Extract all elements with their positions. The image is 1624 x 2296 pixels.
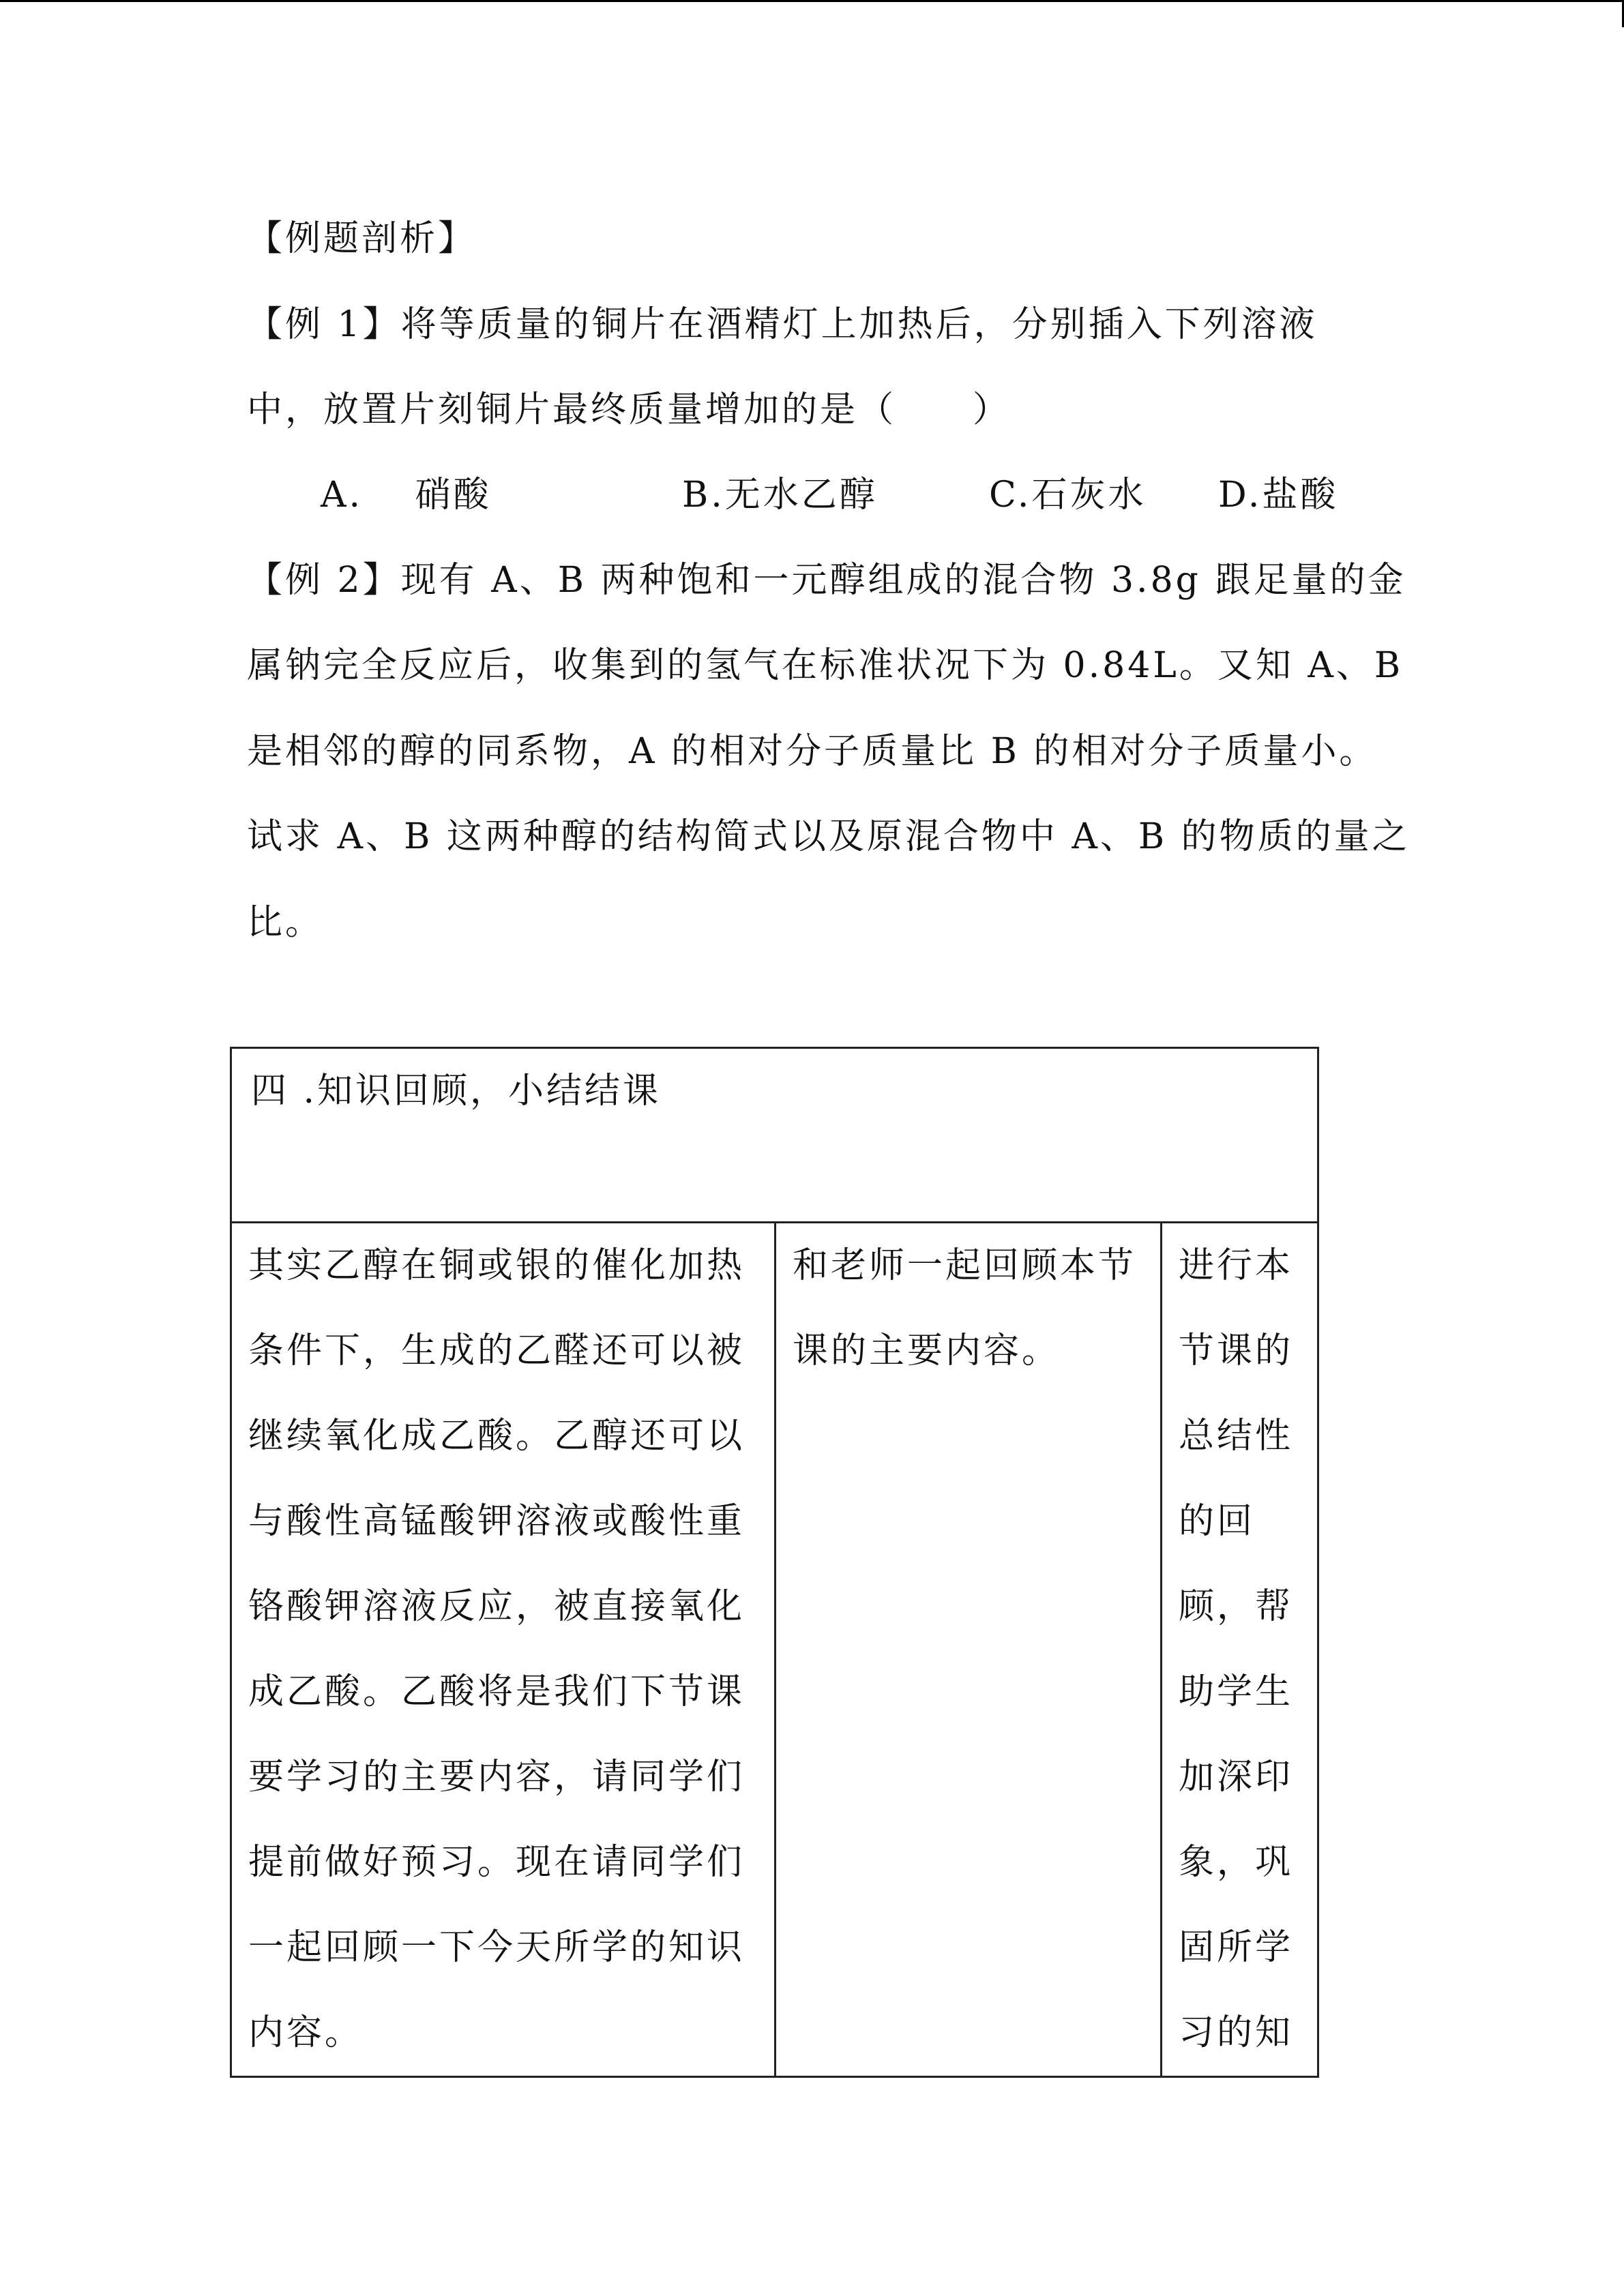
example1-line2: 中，放置片刻铜片最终质量增加的是（ ） <box>247 389 1012 430</box>
table-header-row <box>231 1048 1318 1223</box>
design-intent-cell <box>1162 1223 1318 2077</box>
example2-line3: 是相邻的醇的同系物，A 的相对分子质量比 B 的相对分子质量小。 <box>247 731 1378 772</box>
example2-line2: 属钠完全反应后，收集到的氢气在标准状况下为 0.84L。又知 A、B <box>247 645 1404 686</box>
choice-d: D.盐酸 <box>1218 475 1339 516</box>
teacher-activity-cell <box>231 1223 776 2077</box>
example1-choices <box>0 453 1624 538</box>
teacher-activity-text: 其实乙醇在铜或银的催化加热条件下，生成的乙醛还可以被继续氧化成乙酸。乙醇还可以与酸性高锰酸钾溶液或酸性重铬酸钾溶液反应，被直接氧化成乙酸。乙酸将是我们下节课要学习的主要内容，请同学们提前做好预习。现在请同学们一起回顾一下今天所学的知识内容。 <box>248 1245 745 2053</box>
example2-line5: 比。 <box>247 902 324 943</box>
choice-b: B.无水乙醇 <box>682 475 878 516</box>
table-content-row <box>231 1223 1318 2077</box>
example1-line1: 【例 1】将等质量的铜片在酒精灯上加热后，分别插入下列溶液 <box>247 304 1318 345</box>
section-heading: 【例题剖析】 <box>247 218 477 259</box>
student-activity-text: 和老师一起回顾本节课的主要内容。 <box>793 1245 1137 1371</box>
lesson-summary-table <box>230 1047 1319 2078</box>
page-top-border <box>0 0 1624 2</box>
choice-c: C.石灰水 <box>989 475 1147 516</box>
example2-line4: 试求 A、B 这两种醇的结构简式以及原混合物中 A、B 的物质的量之 <box>247 816 1411 857</box>
student-activity-cell <box>776 1223 1162 2077</box>
table-header-cell <box>231 1048 1318 1223</box>
table-header-text: 四 .知识回顾，小结结课 <box>251 1071 662 1112</box>
choice-a: A. 硝酸 <box>321 475 492 516</box>
example2-line1: 【例 2】现有 A、B 两种饱和一元醇组成的混合物 3.8g 跟足量的金 <box>247 560 1406 601</box>
design-intent-text: 进行本节课的总结性的回顾，帮助学生加深印象，巩固所学习的知 <box>1179 1245 1294 2053</box>
